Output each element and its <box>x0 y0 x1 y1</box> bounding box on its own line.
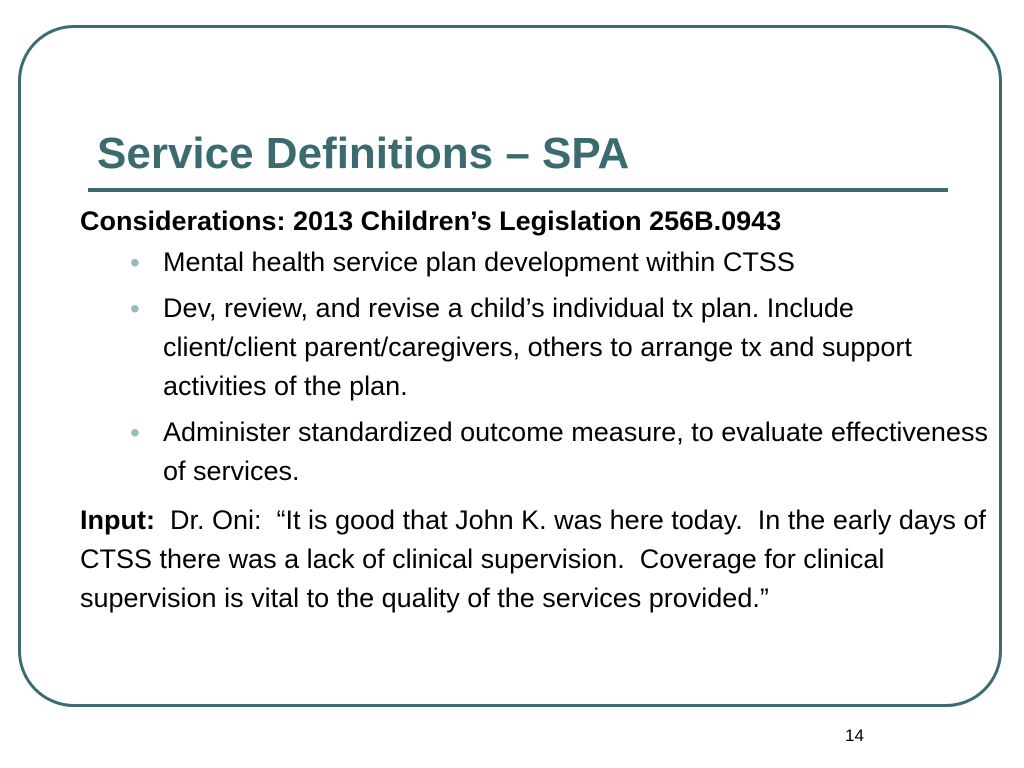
title-underline <box>88 188 948 192</box>
bullet-list <box>80 243 992 491</box>
bullet-item <box>80 413 992 491</box>
bullet-text: Dev, review, and revise a child’s individual tx plan. Include client/client parent/caregivers, others to arrange tx and support activities of the plan. <box>163 293 912 401</box>
slide-body <box>80 202 992 618</box>
bullet-item <box>80 243 992 282</box>
input-paragraph <box>80 501 992 618</box>
bullet-icon: • <box>130 417 140 448</box>
input-label: Input: <box>80 505 155 535</box>
bullet-text: Administer standardized outcome measure, to evaluate effectiveness of services. <box>163 417 988 486</box>
considerations-heading: Considerations: 2013 Children’s Legislation 256B.0943 <box>80 206 782 236</box>
bullet-text: Mental health service plan development within CTSS <box>163 247 795 277</box>
bullet-item <box>80 289 992 406</box>
slide-title: Service Definitions – SPA <box>97 129 630 178</box>
page-number: 14 <box>845 726 864 745</box>
input-quote: Dr. Oni: “It is good that John K. was here today. In the early days of CTSS there was a lack of clinical supervision. Coverage for clinical supervision is vital to the quality of the services provided.” <box>80 505 994 613</box>
bullet-icon: • <box>130 293 140 324</box>
bullet-icon: • <box>130 247 140 278</box>
